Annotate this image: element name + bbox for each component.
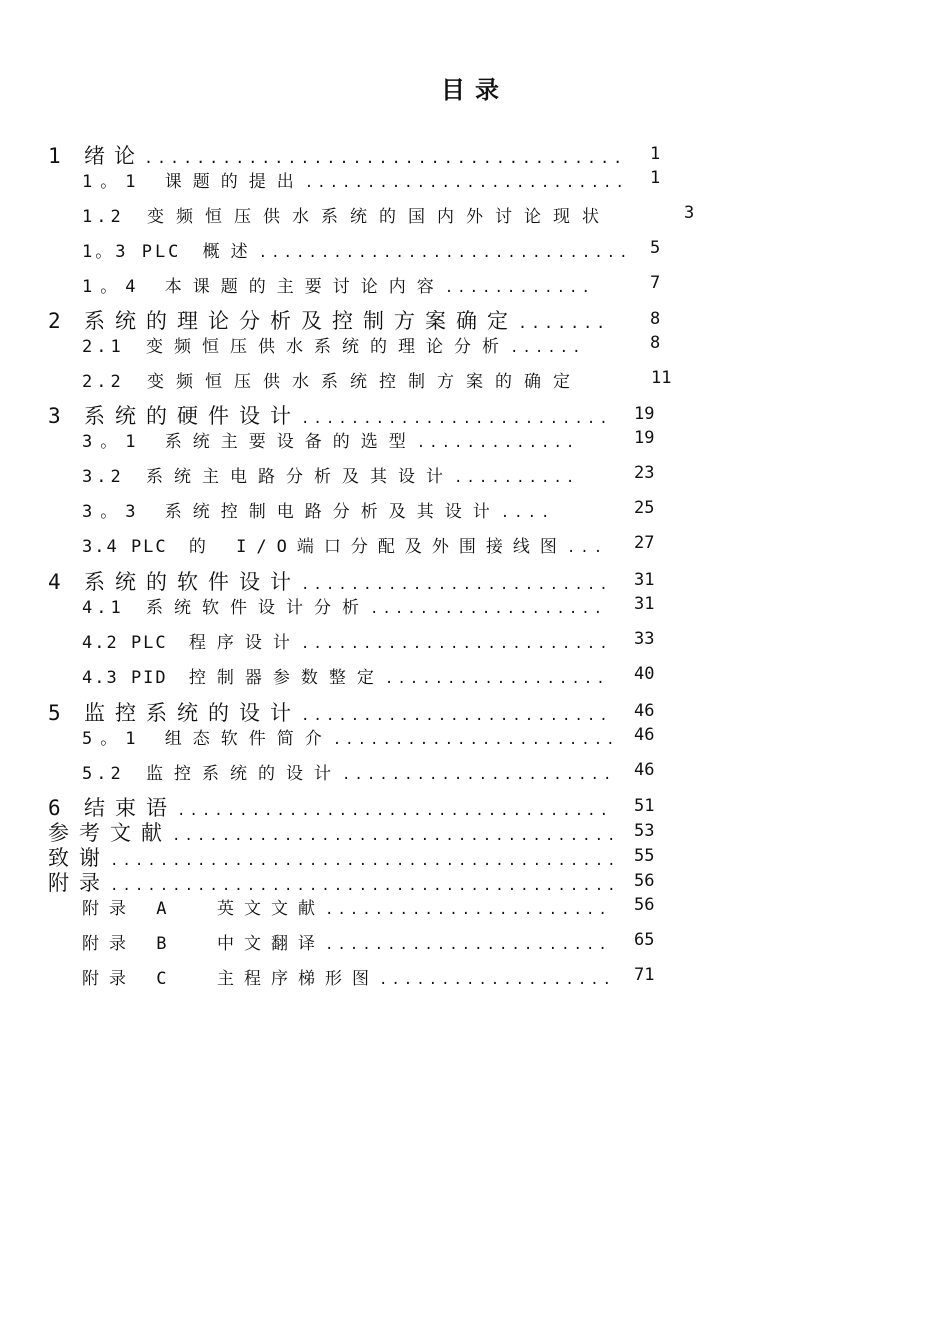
toc-label: 系统主电路分析及其设计 [145, 467, 454, 487]
toc-page-number: 5 [650, 238, 661, 258]
toc-number: 1 [48, 144, 70, 168]
toc-page-number: 53 [634, 821, 655, 841]
toc-leader-dots: .......................... [304, 175, 628, 191]
toc-leader-dots: ............ [444, 280, 594, 296]
toc-page-number: 31 [634, 594, 655, 614]
toc-number: 5 [48, 701, 70, 725]
toc-page-number: 19 [634, 404, 655, 424]
toc-entry-3-1[interactable] [82, 427, 578, 452]
toc-page-number: 1 [650, 168, 661, 188]
toc-number: 3 [48, 404, 70, 428]
toc-leader-dots: ... [566, 540, 608, 556]
toc-label: 致谢 [48, 846, 110, 870]
toc-page-number: 56 [634, 895, 655, 915]
toc-page-number: 31 [634, 570, 655, 590]
toc-entry-4-2[interactable] [82, 628, 612, 653]
toc-entry-1[interactable] [48, 140, 626, 170]
toc-page-number: 11 [651, 368, 672, 388]
toc-number: 4.3 PID [82, 668, 168, 688]
toc-leader-dots: ....................... [324, 902, 611, 918]
toc-leader-dots: .......... [453, 470, 579, 486]
toc-entry-1-2[interactable] [82, 202, 611, 227]
toc-number: 1。4 [82, 277, 144, 297]
toc-label: 课题的提出 [164, 172, 305, 192]
toc-number: 6 [48, 796, 70, 820]
toc-label: 结束语 [84, 796, 177, 820]
toc-label: 系统软件设计分析 [145, 598, 370, 618]
toc-label: 附录 B 中文翻译 [82, 934, 325, 954]
toc-number: 1.2 [82, 207, 125, 227]
toc-page-number: 65 [634, 930, 655, 950]
toc-label: 控制器参数整定 [188, 668, 385, 688]
toc-leader-dots: ................... [378, 972, 616, 988]
toc-entry-2[interactable] [48, 305, 609, 335]
toc-entry-3-2[interactable] [82, 462, 578, 487]
toc-leader-dots: ......................... [301, 577, 612, 593]
toc-label: 变频恒压供水系统控制方案的确定 [146, 372, 582, 392]
toc-number: 2.2 [82, 372, 125, 392]
toc-label: 附录 C 主程序梯形图 [82, 969, 379, 989]
toc-page-number: 40 [634, 664, 655, 684]
toc-number: 4.1 [82, 598, 125, 618]
toc-leader-dots: ......................................... [110, 878, 620, 894]
toc-leader-dots: ......................... [301, 708, 612, 724]
toc-label: 监控系统的设计 [84, 701, 301, 725]
toc-label: 系统的硬件设计 [84, 404, 301, 428]
toc-entry-2-2[interactable] [82, 367, 582, 392]
toc-leader-dots: .............................. [258, 245, 632, 261]
toc-label: 绪论 [84, 144, 144, 168]
toc-page-number: 33 [634, 629, 655, 649]
toc-leader-dots: ......................... [301, 411, 612, 427]
toc-leader-dots: .................................... [172, 828, 620, 844]
toc-page-number: 27 [634, 533, 655, 553]
toc-leader-dots: ....................... [324, 937, 611, 953]
toc-entry-4-1[interactable] [82, 593, 606, 618]
toc-entry-5-2[interactable] [82, 759, 615, 784]
toc-page-number: 3 [684, 203, 695, 223]
toc-leader-dots: ....... [518, 314, 610, 332]
toc-number: 3。1 [82, 432, 144, 452]
toc-label: 系统的软件设计 [84, 570, 301, 594]
toc-number: 2.1 [82, 337, 125, 357]
toc-leader-dots: ...................... [341, 767, 616, 783]
toc-label: 的 I/O端口分配及外围接线图 [188, 537, 567, 557]
toc-number: 1。1 [82, 172, 144, 192]
toc-label: 监控系统的设计 [145, 764, 342, 784]
toc-number: 2 [48, 309, 70, 333]
toc-label: 系统控制电路分析及其设计 [164, 502, 501, 522]
toc-label: 本课题的主要讨论内容 [164, 277, 445, 297]
toc-number: 3.4 PLC [82, 537, 168, 557]
toc-label: 附录 [48, 871, 110, 895]
toc-page-number: 19 [634, 428, 655, 448]
toc-entry-1-1[interactable] [82, 167, 628, 192]
toc-entry-2-1[interactable] [82, 332, 585, 357]
toc-entry-3-3[interactable] [82, 497, 554, 522]
toc-page-number: 46 [634, 725, 655, 745]
toc-page-number: 56 [634, 871, 655, 891]
page-title: 目录 [441, 76, 509, 104]
toc-leader-dots: ....................... [332, 732, 619, 748]
toc-page-number: 46 [634, 760, 655, 780]
toc-entry-appendix-a[interactable] [82, 894, 611, 919]
toc-entry-3-4[interactable] [82, 532, 607, 557]
toc-page-number: 55 [634, 846, 655, 866]
toc-entry-5[interactable] [48, 697, 612, 727]
toc-page-number: 7 [650, 273, 661, 293]
toc-page-number: 71 [634, 965, 655, 985]
toc-label: 概述 [202, 242, 259, 262]
toc-entry-3[interactable] [48, 400, 612, 430]
toc-page-number: 1 [650, 144, 661, 164]
toc-entry-5-1[interactable] [82, 724, 619, 749]
toc-page-number: 8 [650, 333, 661, 353]
toc-label: 系统的理论分析及控制方案确定 [84, 309, 518, 333]
toc-number: 4.2 PLC [82, 633, 168, 653]
toc-number: 3.2 [82, 467, 125, 487]
toc-label: 附录 A 英文文献 [82, 899, 325, 919]
toc-leader-dots: .... [500, 505, 555, 521]
toc-number: 3。3 [82, 502, 144, 522]
toc-entry-4-3[interactable] [82, 663, 609, 688]
toc-page-number: 8 [650, 309, 661, 329]
toc-page-number: 23 [634, 463, 655, 483]
toc-label: 程序设计 [188, 633, 301, 653]
toc-leader-dots: ...... [509, 340, 585, 356]
toc-leader-dots: ................................... [177, 803, 613, 819]
toc-page-number: 46 [634, 701, 655, 721]
toc-label: 系统主要设备的选型 [164, 432, 417, 452]
toc-leader-dots: ......................................... [110, 853, 620, 869]
toc-entry-appendix-b[interactable] [82, 929, 611, 954]
toc-page-number: 51 [634, 796, 655, 816]
toc-entry-4[interactable] [48, 566, 612, 596]
toc-number: 5。1 [82, 729, 144, 749]
toc-number: 1。3 PLC [82, 242, 182, 262]
toc-number: 4 [48, 570, 70, 594]
toc-entry-1-4[interactable] [82, 272, 594, 297]
toc-label: 变频恒压供水系统的理论分析 [145, 337, 510, 357]
toc-label: 参考文献 [48, 821, 172, 845]
toc-leader-dots: ............. [416, 435, 579, 451]
toc-leader-dots: ................... [369, 601, 607, 617]
toc-entry-appendix-c[interactable] [82, 964, 615, 989]
toc-page-number: 25 [634, 498, 655, 518]
toc-leader-dots: ......................... [300, 636, 612, 652]
toc-leader-dots: .................. [384, 671, 609, 687]
toc-label: 变频恒压供水系统的国内外讨论现状 [146, 207, 611, 227]
toc-entry-1-3[interactable] [82, 237, 632, 262]
toc-leader-dots: ..................................... [144, 149, 627, 167]
toc-entry-appendix[interactable] [48, 867, 620, 897]
toc-number: 5.2 [82, 764, 125, 784]
toc-label: 组态软件简介 [164, 729, 333, 749]
